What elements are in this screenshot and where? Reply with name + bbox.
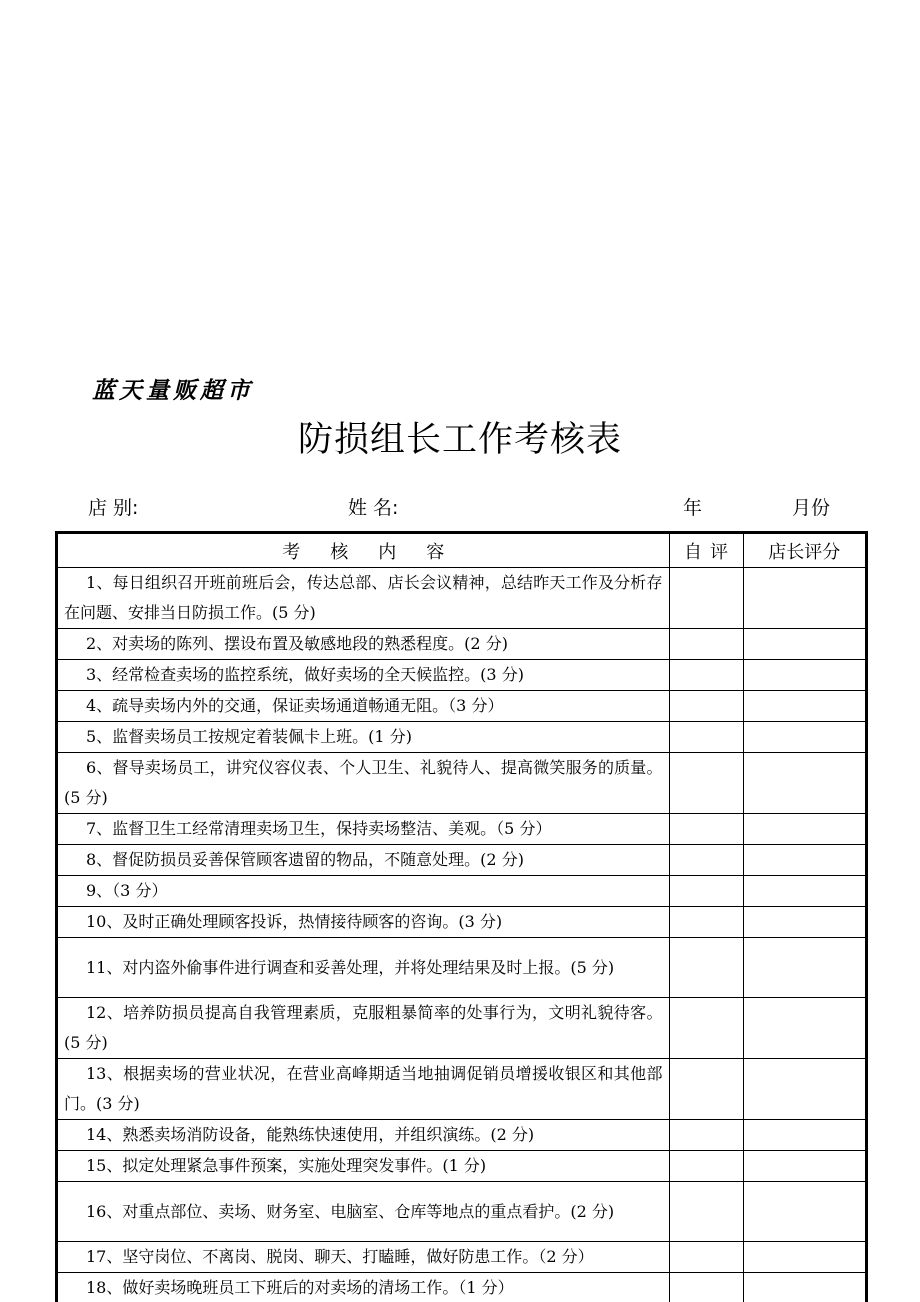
manager-score-cell[interactable] [743, 845, 865, 876]
table-row [58, 691, 865, 722]
table-row [58, 1242, 865, 1273]
item-text: 4、疏导卖场内外的交通，保证卖场通道畅通无阻。（3 分） [58, 691, 669, 722]
item-text: 6、督导卖场员工，讲究仪容仪表、个人卫生、礼貌待人、提高微笑服务的质量。(5 分) [58, 753, 669, 814]
item-text: 13、根据卖场的营业状况，在营业高峰期适当地抽调促销员增援收银区和其他部门。(3 分) [58, 1059, 669, 1120]
self-eval-cell[interactable] [669, 1059, 743, 1120]
name-label: 姓 名: [348, 497, 399, 519]
item-text: 12、培养防损员提高自我管理素质，克服粗暴简率的处事行为，文明礼貌待客。(5 分) [58, 998, 669, 1059]
manager-score-cell[interactable] [743, 568, 865, 629]
item-text: 11、对内盗外偷事件进行调查和妥善处理，并将处理结果及时上报。(5 分) [58, 938, 669, 998]
self-eval-cell[interactable] [669, 845, 743, 876]
manager-score-cell[interactable] [743, 1273, 865, 1302]
manager-score-cell[interactable] [743, 1059, 865, 1120]
manager-score-cell[interactable] [743, 998, 865, 1059]
assessment-table [58, 534, 865, 1302]
header-content: 考核内容 [58, 534, 669, 568]
manager-score-cell[interactable] [743, 691, 865, 722]
manager-score-cell[interactable] [743, 1151, 865, 1182]
item-text: 8、督促防损员妥善保管顾客遗留的物品，不随意处理。(2 分) [58, 845, 669, 876]
table-row [58, 876, 865, 907]
item-text: 1、每日组织召开班前班后会，传达总部、店长会议精神，总结昨天工作及分析存在问题、安排当日防损工作。(5 分) [58, 568, 669, 629]
year-label: 年 [683, 497, 703, 519]
self-eval-cell[interactable] [669, 1242, 743, 1273]
table-row [58, 568, 865, 629]
manager-score-cell[interactable] [743, 1120, 865, 1151]
manager-score-cell[interactable] [743, 1242, 865, 1273]
header-manager-score: 店长评分 [743, 534, 865, 568]
item-text: 7、监督卫生工经常清理卖场卫生，保持卖场整洁、美观。（5 分） [58, 814, 669, 845]
self-eval-cell[interactable] [669, 660, 743, 691]
table-row [58, 907, 865, 938]
item-text: 17、坚守岗位、不离岗、脱岗、聊天、打瞌睡，做好防患工作。（2 分） [58, 1242, 669, 1273]
page-title: 防损组长工作考核表 [297, 420, 622, 460]
table-row [58, 1182, 865, 1242]
table-row [58, 814, 865, 845]
item-text: 3、经常检查卖场的监控系统，做好卖场的全天候监控。(3 分) [58, 660, 669, 691]
self-eval-cell[interactable] [669, 1120, 743, 1151]
self-eval-cell[interactable] [669, 907, 743, 938]
table-row [58, 1273, 865, 1302]
self-eval-cell[interactable] [669, 691, 743, 722]
self-eval-cell[interactable] [669, 1151, 743, 1182]
table-row [58, 845, 865, 876]
self-eval-cell[interactable] [669, 753, 743, 814]
table-header-row [58, 534, 865, 568]
assessment-table-container [55, 531, 868, 1302]
item-text: 15、拟定处理紧急事件预案，实施处理突发事件。(1 分) [58, 1151, 669, 1182]
item-text: 16、对重点部位、卖场、财务室、电脑室、仓库等地点的重点看护。(2 分) [58, 1182, 669, 1242]
self-eval-cell[interactable] [669, 814, 743, 845]
item-text: 10、及时正确处理顾客投诉，热情接待顾客的咨询。(3 分) [58, 907, 669, 938]
store-label: 店 别: [88, 497, 139, 519]
manager-score-cell[interactable] [743, 722, 865, 753]
self-eval-cell[interactable] [669, 1273, 743, 1302]
self-eval-cell[interactable] [669, 876, 743, 907]
manager-score-cell[interactable] [743, 660, 865, 691]
self-eval-cell[interactable] [669, 1182, 743, 1242]
item-text: 9、（3 分） [58, 876, 669, 907]
manager-score-cell[interactable] [743, 1182, 865, 1242]
table-row [58, 629, 865, 660]
table-row [58, 938, 865, 998]
table-row [58, 1120, 865, 1151]
manager-score-cell[interactable] [743, 907, 865, 938]
table-row [58, 753, 865, 814]
self-eval-cell[interactable] [669, 938, 743, 998]
self-eval-cell[interactable] [669, 629, 743, 660]
manager-score-cell[interactable] [743, 629, 865, 660]
self-eval-cell[interactable] [669, 998, 743, 1059]
store-brand: 蓝天量贩超市 [92, 377, 254, 404]
item-text: 2、对卖场的陈列、摆设布置及敏感地段的熟悉程度。(2 分) [58, 629, 669, 660]
header-self-eval: 自评 [669, 534, 743, 568]
manager-score-cell[interactable] [743, 938, 865, 998]
item-text: 18、做好卖场晚班员工下班后的对卖场的清场工作。（1 分） [58, 1273, 669, 1302]
item-text: 5、监督卖场员工按规定着装佩卡上班。(1 分) [58, 722, 669, 753]
self-eval-cell[interactable] [669, 568, 743, 629]
manager-score-cell[interactable] [743, 753, 865, 814]
month-label: 月份 [792, 497, 831, 519]
item-text: 14、熟悉卖场消防设备，能熟练快速使用，并组织演练。(2 分) [58, 1120, 669, 1151]
table-row [58, 1151, 865, 1182]
manager-score-cell[interactable] [743, 814, 865, 845]
table-row [58, 722, 865, 753]
table-row [58, 998, 865, 1059]
table-row [58, 1059, 865, 1120]
table-row [58, 660, 865, 691]
self-eval-cell[interactable] [669, 722, 743, 753]
manager-score-cell[interactable] [743, 876, 865, 907]
